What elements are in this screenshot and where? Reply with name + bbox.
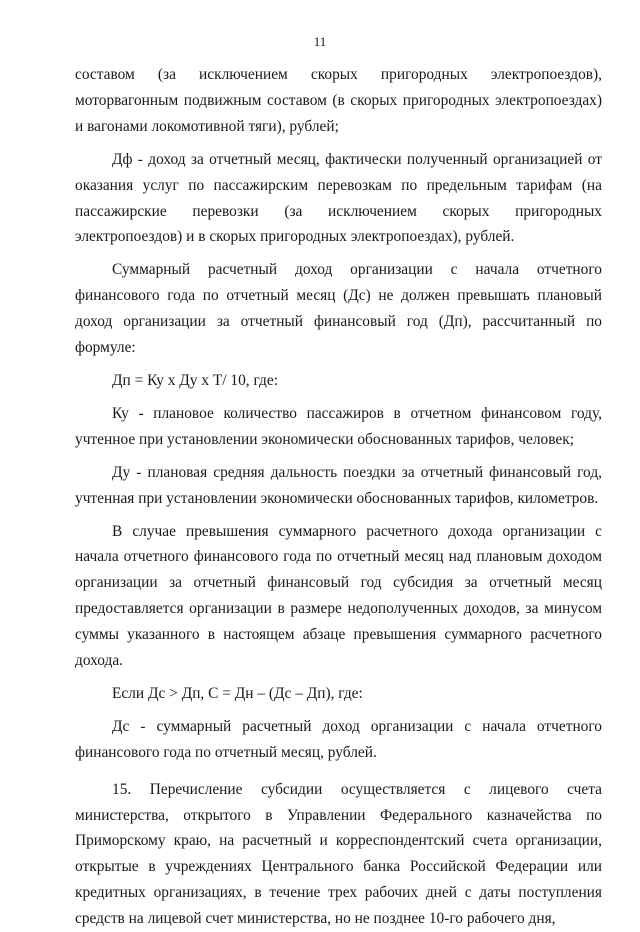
formula-planned-income: Дп = Ку х Ду х Т/ 10, где: xyxy=(112,371,278,389)
paragraph-continuation: составом (за исключением скорых пригородных электропоездов), моторвагонным подвижным составом (в скорых пригородных электропоездах) и вагонами локомотивной тяги), рублей; xyxy=(75,66,602,135)
paragraph-excess-rule: В случае превышения суммарного расчетного дохода организации с начала отчетного финансового года по отчетный месяц над плановым доходом организации за отчетный финансовый год субсидия за отчетный месяц предоставляется организации в размере недополученных доходов, за минусом суммы указанного в настоящем абзаце превышения суммарного расчетного дохода. xyxy=(75,522,602,670)
paragraph-du-definition: Ду - плановая средняя дальность поездки за отчетный финансовый год, учтенная при установлении экономически обоснованных тарифов, километров. xyxy=(75,463,602,507)
paragraph-ds-definition: Дс - суммарный расчетный доход организации с начала отчетного финансового года по отчетный месяц, рублей. xyxy=(75,717,602,761)
page-number: 11 xyxy=(313,34,327,49)
document-body xyxy=(75,62,602,932)
paragraph-ku-definition: Ку - плановое количество пассажиров в отчетном финансовом году, учтенное при установлении экономически обоснованных тарифов, человек; xyxy=(75,404,602,448)
paragraph-total-income-limit: Суммарный расчетный доход организации с начала отчетного финансового года по отчетный месяц (Дс) не должен превышать плановый доход организации за отчетный финансовый год (Дп), рассчитанный по формуле: xyxy=(75,261,602,357)
paragraph-15-transfer: 15. Перечисление субсидии осуществляется с лицевого счета министерства, открытого в Управлении Федерального казначейства по Приморскому краю, на расчетный и корреспондентский счета организации, открытые в учреждениях Центрального банка Российской Федерации или кредитных организациях, в течение трех рабочих дней с даты поступления средств на лицевой счет министерства, но не позднее 10-го рабочего дня, xyxy=(75,780,602,928)
formula-subsidy-reduction: Если Дс > Дп, С = Дн – (Дс – Дп), где: xyxy=(112,684,363,702)
paragraph-df-definition: Дф - доход за отчетный месяц, фактически полученный организацией от оказания услуг по пассажирским перевозкам по предельным тарифам (на пассажирские перевозки (за исключением скорых пригородных электропоездов) и в скорых пригородных электропоездах), рублей. xyxy=(75,150,602,246)
